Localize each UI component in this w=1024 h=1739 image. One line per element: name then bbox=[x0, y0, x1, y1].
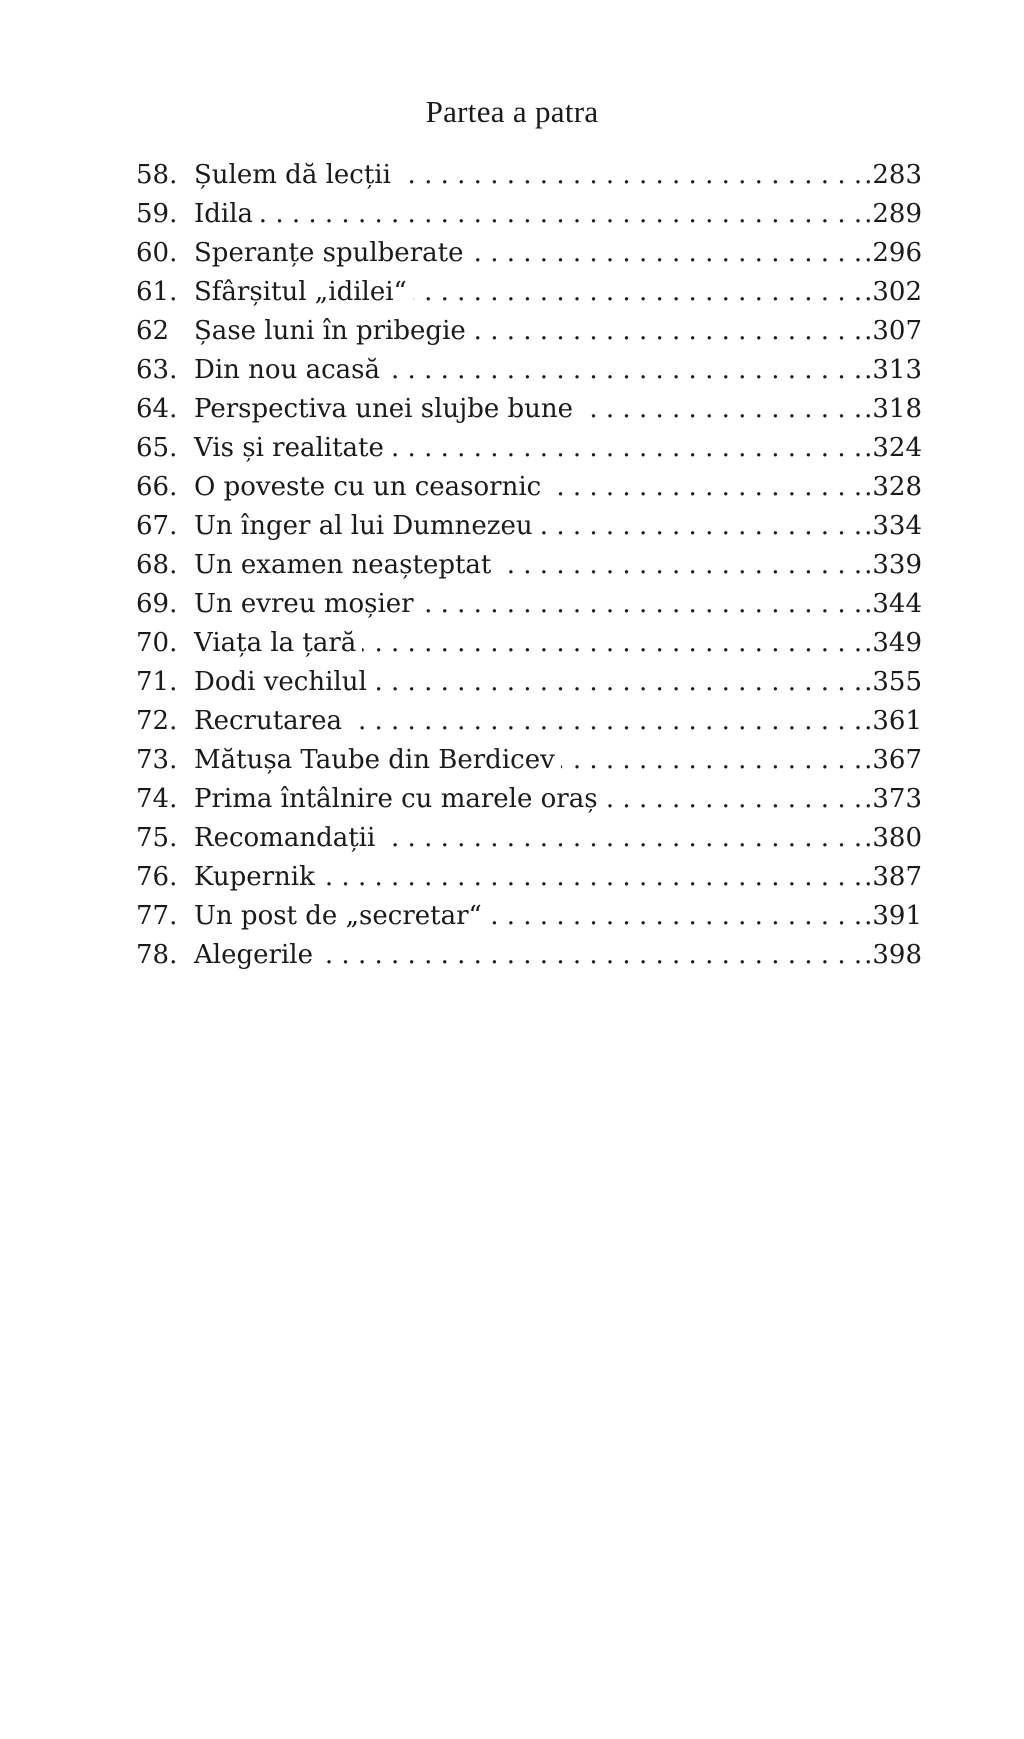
toc-entry bbox=[136, 429, 922, 468]
chapter-title: Sfârșitul „idilei“ bbox=[194, 277, 407, 307]
dot-leader bbox=[497, 546, 862, 585]
dot-leader bbox=[413, 273, 862, 312]
page-number: .339 bbox=[864, 550, 922, 580]
dot-leader bbox=[547, 468, 862, 507]
chapter-title: O poveste cu un ceasornic bbox=[194, 472, 542, 502]
dot-leader bbox=[321, 858, 862, 897]
dot-leader bbox=[386, 351, 862, 390]
chapter-title: Șase luni în pribegie bbox=[194, 316, 466, 346]
dot-leader bbox=[390, 429, 862, 468]
chapter-number: 77. bbox=[136, 901, 178, 931]
page-number: .349 bbox=[864, 628, 922, 658]
chapter-number: 70. bbox=[136, 628, 178, 658]
toc-entry bbox=[136, 468, 922, 507]
dot-leader bbox=[319, 936, 862, 975]
chapter-title: Idila bbox=[194, 199, 254, 229]
chapter-title: Un înger al lui Dumnezeu bbox=[194, 511, 533, 541]
page-number: .361 bbox=[864, 706, 922, 736]
chapter-title: Un post de „secretar“ bbox=[194, 901, 482, 931]
dot-leader bbox=[420, 585, 863, 624]
dot-leader bbox=[488, 897, 862, 936]
toc-entry bbox=[136, 273, 922, 312]
chapter-title: Speranțe spulberate bbox=[194, 238, 464, 268]
chapter-title: Un examen neașteptat bbox=[194, 550, 492, 580]
toc-entry bbox=[136, 195, 922, 234]
dot-leader bbox=[561, 741, 862, 780]
chapter-title: Kupernik bbox=[194, 862, 315, 892]
chapter-title: Vis și realitate bbox=[194, 433, 384, 463]
page-number: .313 bbox=[864, 355, 922, 385]
chapter-title: Șulem dă lecții bbox=[194, 160, 391, 190]
dot-leader bbox=[579, 390, 862, 429]
toc-entry bbox=[136, 507, 922, 546]
page-number: .328 bbox=[864, 472, 922, 502]
chapter-title: Mătușa Taube din Berdicev bbox=[194, 745, 555, 775]
toc-entry bbox=[136, 819, 922, 858]
toc-entry bbox=[136, 234, 922, 273]
chapter-number: 72. bbox=[136, 706, 178, 736]
page-number: .334 bbox=[864, 511, 922, 541]
toc-entry bbox=[136, 858, 922, 897]
page-number: .373 bbox=[864, 784, 922, 814]
page-number: .318 bbox=[864, 394, 922, 424]
page-number: .296 bbox=[864, 238, 922, 268]
toc-entry bbox=[136, 663, 922, 702]
page-number: .367 bbox=[864, 745, 922, 775]
toc-entry bbox=[136, 936, 922, 975]
toc-entry bbox=[136, 702, 922, 741]
chapter-title: Recrutarea bbox=[194, 706, 342, 736]
dot-leader bbox=[362, 624, 862, 663]
section-title: Partea a patra bbox=[425, 94, 599, 129]
chapter-number: 58. bbox=[136, 160, 178, 190]
dot-leader bbox=[373, 663, 862, 702]
page-number: .398 bbox=[864, 940, 922, 970]
chapter-title: Viața la țară bbox=[194, 628, 357, 658]
page-number: .391 bbox=[864, 901, 922, 931]
toc-entry bbox=[136, 312, 922, 351]
toc-entry bbox=[136, 624, 922, 663]
chapter-number: 69. bbox=[136, 589, 178, 619]
chapter-title: Recomandații bbox=[194, 823, 376, 853]
toc-entry bbox=[136, 780, 922, 819]
dot-leader bbox=[381, 819, 862, 858]
chapter-title: Alegerile bbox=[194, 940, 313, 970]
chapter-number: 62 bbox=[136, 316, 170, 346]
chapter-number: 71. bbox=[136, 667, 178, 697]
toc-entry bbox=[136, 741, 922, 780]
page-number: .324 bbox=[864, 433, 922, 463]
chapter-title: Un evreu moșier bbox=[194, 589, 414, 619]
chapter-title: Dodi vechilul bbox=[194, 667, 367, 697]
chapter-number: 59. bbox=[136, 199, 178, 229]
chapter-number: 68. bbox=[136, 550, 178, 580]
chapter-number: 60. bbox=[136, 238, 178, 268]
chapter-number: 67. bbox=[136, 511, 178, 541]
chapter-number: 64. bbox=[136, 394, 178, 424]
page-number: .307 bbox=[864, 316, 922, 346]
chapter-number: 74. bbox=[136, 784, 178, 814]
page-number: .380 bbox=[864, 823, 922, 853]
toc-entry bbox=[136, 390, 922, 429]
page-number: .344 bbox=[864, 589, 922, 619]
dot-leader bbox=[348, 702, 862, 741]
chapter-title: Perspectiva unei slujbe bune bbox=[194, 394, 574, 424]
dot-leader bbox=[259, 195, 862, 234]
page-number: .289 bbox=[864, 199, 922, 229]
page-number: .387 bbox=[864, 862, 922, 892]
chapter-number: 78. bbox=[136, 940, 178, 970]
toc-entry bbox=[136, 585, 922, 624]
chapter-number: 61. bbox=[136, 277, 178, 307]
page-number: .283 bbox=[864, 160, 922, 190]
dot-leader bbox=[472, 312, 862, 351]
toc-entry bbox=[136, 897, 922, 936]
dot-leader bbox=[397, 156, 862, 195]
dot-leader bbox=[469, 234, 862, 273]
chapter-number: 66. bbox=[136, 472, 178, 502]
page-number: .355 bbox=[864, 667, 922, 697]
dot-leader bbox=[604, 780, 863, 819]
chapter-title: Prima întâlnire cu marele oraș bbox=[194, 784, 598, 814]
table-of-contents bbox=[136, 156, 922, 975]
chapter-number: 75. bbox=[136, 823, 178, 853]
page-number: .302 bbox=[864, 277, 922, 307]
dot-leader bbox=[539, 507, 862, 546]
toc-entry bbox=[136, 156, 922, 195]
chapter-number: 63. bbox=[136, 355, 178, 385]
toc-entry bbox=[136, 546, 922, 585]
toc-entry bbox=[136, 351, 922, 390]
chapter-number: 76. bbox=[136, 862, 178, 892]
chapter-title: Din nou acasă bbox=[194, 355, 380, 385]
chapter-number: 73. bbox=[136, 745, 178, 775]
chapter-number: 65. bbox=[136, 433, 178, 463]
